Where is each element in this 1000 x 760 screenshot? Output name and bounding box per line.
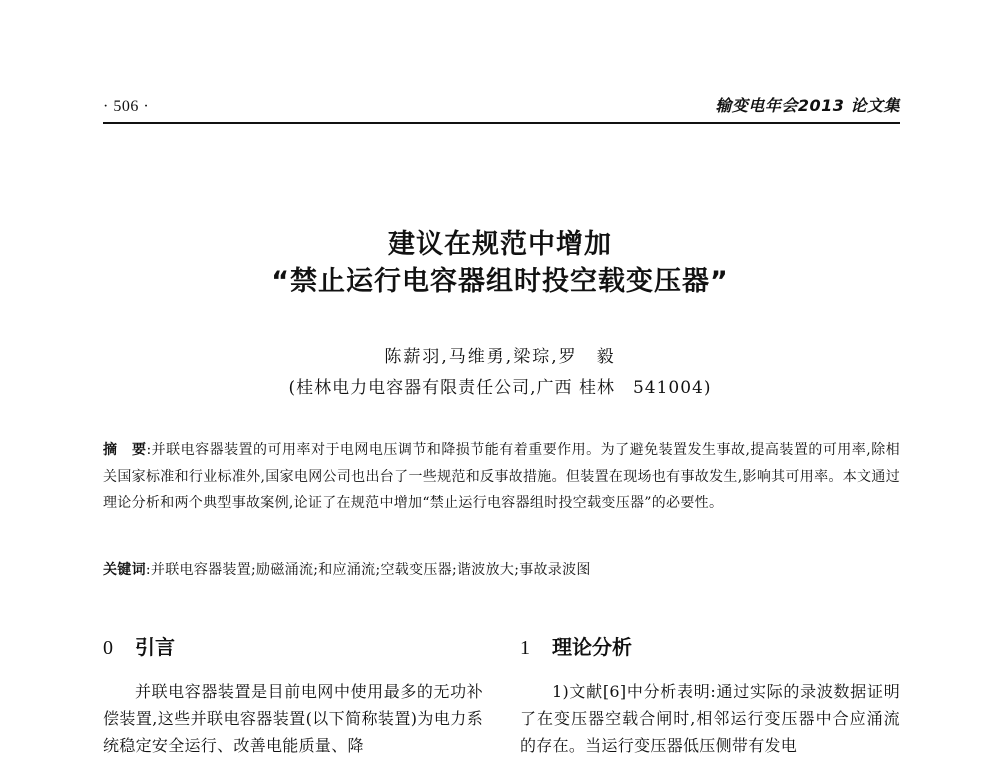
section-theoretical-analysis <box>520 632 900 759</box>
affiliation: (桂林电力电容器有限责任公司,广西 桂林 541004) <box>288 378 712 398</box>
paper-title-line-1: 建议在规范中增加 <box>388 229 612 260</box>
section-paragraph: 并联电容器装置是目前电网中使用最多的无功补偿装置,这些并联电容器装置(以下简称装置)为电力系统稳定安全运行、改善电能质量、降 <box>103 682 483 755</box>
section-paragraph: 1)文献[6]中分析表明:通过实际的录波数据证明了在变压器空载合闸时,相邻运行变压器中合应涌流的存在。当运行变压器低压侧带有发电 <box>520 682 900 755</box>
keywords-text: :并联电容器装置;励磁涌流;和应涌流;空载变压器;谐波放大;事故录波图 <box>145 562 591 578</box>
abstract-text: :并联电容器装置的可用率对于电网电压调节和降损节能有着重要作用。为了避免装置发生事故,提高装置的可用率,除相关国家标准和行业标准外,国家电网公司也出台了一些规范和反事故措施。但装置在现场也有事故发生,影响其可用率。本文通过理论分析和两个典型事故案例,论证了在规范中增加“禁止运行电容器组时投空载变压器”的必要性。 <box>103 442 900 511</box>
section-introduction <box>103 632 483 759</box>
section-number: 0 <box>103 637 113 659</box>
abstract <box>103 437 900 517</box>
running-header <box>103 86 900 124</box>
page-number: · 506 · <box>103 98 150 115</box>
section-number: 1 <box>520 637 530 659</box>
keywords-label: 关键词 <box>103 562 146 578</box>
section-heading <box>520 632 900 662</box>
journal-name: 输变电年会2013 论文集 <box>715 96 900 115</box>
abstract-label: 摘 要 <box>103 442 147 458</box>
author-list: 陈薪羽,马维勇,梁琮,罗 毅 <box>384 347 616 367</box>
paper-title-line-2: “禁止运行电容器组时投空载变压器” <box>271 266 729 297</box>
section-title: 理论分析 <box>552 635 632 659</box>
section-heading <box>103 632 483 662</box>
keywords <box>103 558 900 582</box>
section-title: 引言 <box>135 635 175 659</box>
